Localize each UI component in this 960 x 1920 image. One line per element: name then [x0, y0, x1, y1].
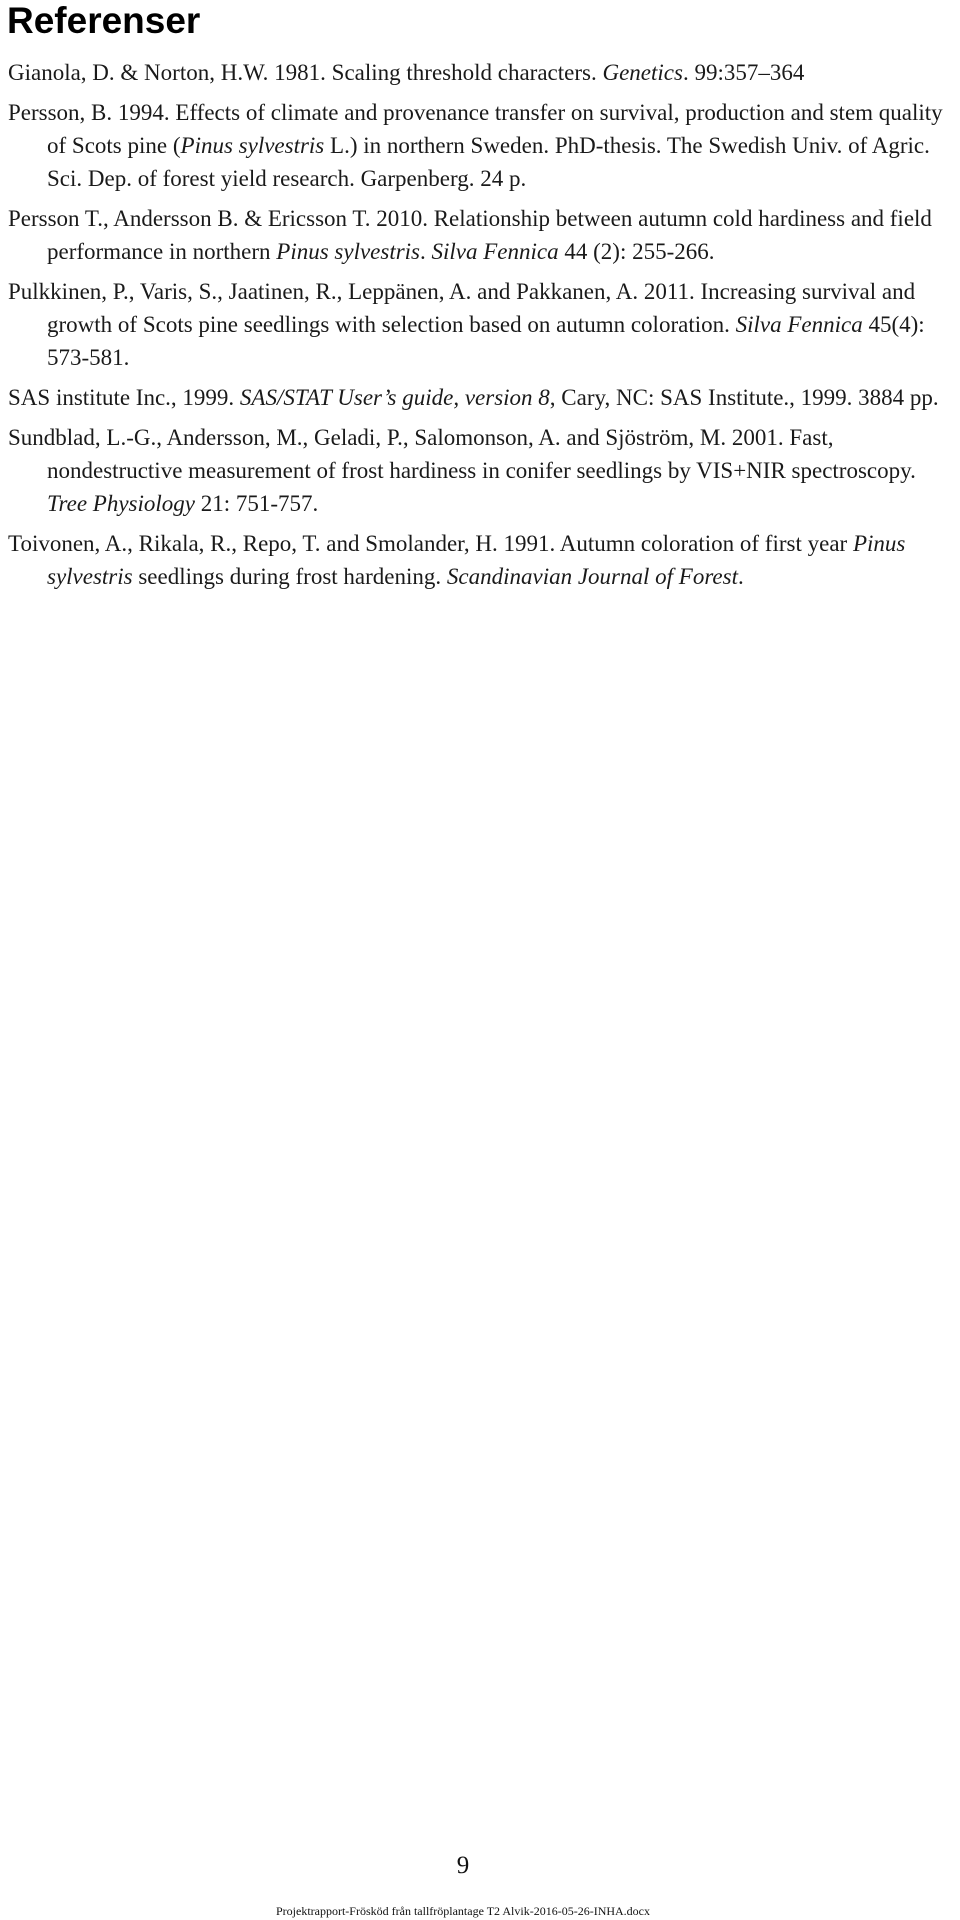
reference-entry: [8, 421, 954, 520]
reference-entry: [8, 202, 954, 268]
page-number: 9: [456, 1852, 470, 1879]
reference-text: Pulkkinen, P., Varis, S., Jaatinen, R., Leppänen, A. and Pakkanen, A. 2011. Increasing survival and growth of Scots pine seedlings with selection based on autumn coloration.: [8, 279, 916, 337]
document-footer: Projektrapport-Frösköd från tallfröplantage T2 Alvik-2016-05-26-INHA.docx: [275, 1904, 651, 1918]
reference-text: . 99:357–364: [682, 60, 805, 85]
reference-list: [8, 56, 954, 600]
reference-italic-text: Tree Physiology: [47, 491, 195, 516]
reference-italic-text: Pinus sylvestris: [276, 239, 421, 264]
reference-italic-text: Silva Fennica: [735, 312, 863, 337]
reference-entry: [8, 527, 954, 593]
reference-text: SAS institute Inc., 1999.: [8, 385, 240, 410]
reference-text: Gianola, D. & Norton, H.W. 1981. Scaling threshold characters.: [8, 60, 603, 85]
reference-italic-text: Pinus sylvestris: [180, 133, 325, 158]
reference-text: seedlings during frost hardening.: [132, 564, 447, 589]
reference-text: Sundblad, L.-G., Andersson, M., Geladi, P., Salomonson, A. and Sjöström, M. 2001. Fast, nondestructive measurement of frost hardiness in conifer seedlings by VIS+NIR spectroscopy.: [8, 425, 916, 483]
reference-text: , Cary, NC: SAS Institute., 1999. 3884 pp.: [549, 385, 939, 410]
reference-text: L.) in northern Sweden. PhD-thesis. The Swedish Univ. of Agric. Sci. Dep. of forest yield research. Garpenberg. 24 p.: [47, 133, 930, 191]
reference-text: 21: 751-757.: [194, 491, 319, 516]
reference-text: 45(4): 573-581.: [47, 312, 925, 370]
page-heading: Referenser: [7, 0, 201, 41]
reference-text: .: [737, 564, 744, 589]
reference-entry: [8, 96, 954, 195]
reference-italic-text: Genetics: [602, 60, 683, 85]
reference-entry: [8, 275, 954, 374]
reference-text: Persson T., Andersson B. & Ericsson T. 2010. Relationship between autumn cold hardiness and field performance in northern: [8, 206, 932, 264]
reference-text: Toivonen, A., Rikala, R., Repo, T. and Smolander, H. 1991. Autumn coloration of first year: [8, 531, 853, 556]
reference-entry: [8, 381, 954, 414]
reference-text: Persson, B. 1994. Effects of climate and provenance transfer on survival, production and stem quality of Scots pine (: [8, 100, 943, 158]
reference-text: .: [420, 239, 432, 264]
reference-italic-text: Scandinavian Journal of Forest: [446, 564, 738, 589]
reference-italic-text: Silva Fennica: [431, 239, 559, 264]
reference-italic-text: Pinus sylvestris: [47, 531, 906, 589]
reference-entry: [8, 56, 954, 89]
reference-italic-text: SAS/STAT User’s guide, version 8: [239, 385, 550, 410]
reference-text: 44 (2): 255-266.: [558, 239, 715, 264]
